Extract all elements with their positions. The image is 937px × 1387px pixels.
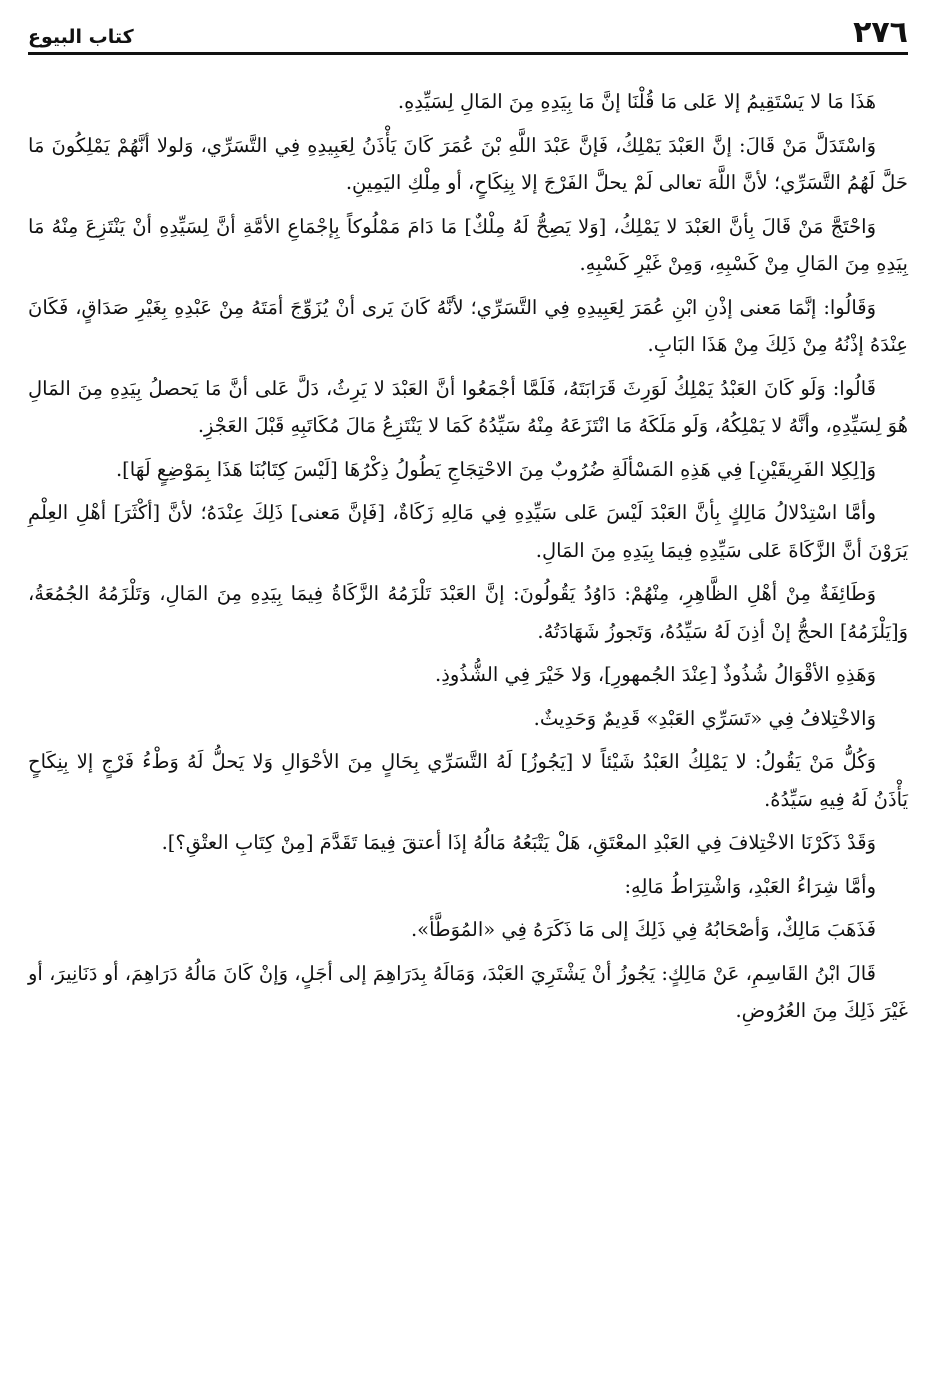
- document-page: [28, 14, 908, 1036]
- book-title: كتاب البيوع: [28, 26, 134, 48]
- paragraph: هَذَا مَا لا يَسْتَقِيمُ إلا عَلى مَا قُلْنَا إنَّ مَا بِيَدِهِ مِنَ المَالِ لِسَيِّدِهِ.: [397, 90, 876, 113]
- body-text: [28, 83, 908, 1030]
- paragraph: وأمَّا اسْتِدْلالُ مَالِكٍ بِأنَّ العَبْدَ لَيْسَ عَلى سَيِّدِهِ فِي مَالِهِ زَكَاةٌ، [فَإنَّ مَعنى] ذَلِكَ عِنْدَهُ؛ لأنَّ [أكْثَرَ] أهْلِ العِلْمِ يَرَوْنَ أنَّ الزَّكَاةَ عَلى سَيِّدِهِ فِيمَا بِيَدِهِ مِنَ المَالِ.: [28, 501, 908, 562]
- paragraph: وَاحْتَجَّ مَنْ قَالَ بِأنَّ العَبْدَ لا يَمْلِكُ، [وَلا يَصِحُّ لَهُ مِلْكٌ] مَا دَامَ مَمْلُوكاً بِإجْمَاعِ الأمَّةِ أنَّ لِسَيِّدِهِ أنْ يَنْتَزِعَ مِنْهُ مَا بِيَدِهِ مِنَ المَالِ مِنْ كَسْبِهِ، وَمِنْ غَيْرِ كَسْبِهِ.: [28, 214, 908, 275]
- page-number: ٢٧٦: [853, 15, 908, 50]
- running-header: [28, 14, 908, 55]
- paragraph: فَذَهَبَ مَالِكٌ، وَأصْحَابُهُ فِي ذَلِكَ إلى مَا ذَكَرَهُ فِي «المُوَطَّأ».: [410, 918, 876, 941]
- paragraph: قَالُوا: وَلَو كَانَ العَبْدُ يَمْلِكُ لَوَرِثَ قَرَابَتَهُ، فَلَمَّا أجْمَعُوا أنَّ العَبْدَ لا يَرِثُ، دَلَّ عَلى أنَّ مَا يَحصلُ بِيَدِهِ مِنَ المَالِ هُوَ لِسَيِّدِهِ، وأنَّهُ لا يَمْلِكُهُ، وَلَو مَلَكَهُ مَا انْتَزَعَهُ مِنْهُ سَيِّدُهُ كَمَا لا يَنْتَزِعُ مَالَ مُكَاتَبِهِ قَبْلَ العَجْزِ.: [28, 376, 908, 437]
- paragraph: وَاسْتَدَلَّ مَنْ قَالَ: إنَّ العَبْدَ يَمْلِكُ، فَإنَّ عَبْدَ اللَّهِ بْنَ عُمَرَ كَانَ يَأْذَنُ لِعَبِيدِهِ فِي التَّسَرِّي، وَلولا أنَّهُمْ يَمْلِكُونَ مَا حَلَّ لَهُمُ التَّسَرِّي؛ لأنَّ اللَّهَ تعالى لَمْ يحلَّ الفَرْجَ إلا بِنِكَاحٍ، أو مِلْكِ اليَمِينِ.: [28, 133, 908, 194]
- paragraph: وَطَائِفَةٌ مِنْ أهْلِ الظَّاهِرِ، مِنْهُمْ: دَاوُدُ يَقُولُونَ: إنَّ العَبْدَ تَلْزَمُهُ الزَّكَاةُ فِيمَا بِيَدِهِ مِنَ المَالِ، وَتَلْزَمُهُ الجُمُعَةُ، وَ[يَلْزَمُهُ] الحجُّ إنْ أذِنَ لَهُ سَيِّدُهُ، وَتَجوزُ شَهَادَتُهُ.: [28, 582, 908, 643]
- paragraph: وَهَذِهِ الأقْوَالُ شُذُوذٌ [عِنْدَ الجُمهورِ]، وَلا خَيْرَ فِي الشُّذُوذِ.: [435, 663, 876, 686]
- paragraph: قَالَ ابْنُ القَاسِمِ، عَنْ مَالِكٍ: يَجُوزُ أنْ يَشْتَرِيَ العَبْدَ، وَمَالَهُ بِدَرَاهِمَ إلى أجَلٍ، وَإنْ كَانَ مَالُهُ دَرَاهِمَ، أو دَنَانِيرَ، أو غَيْرَ ذَلِكَ مِنَ العُرُوضِ.: [28, 961, 908, 1022]
- paragraph: وَكُلُّ مَنْ يَقُولُ: لا يَمْلِكُ العَبْدُ شَيْئاً لا [يَجُوزُ] لَهُ التَّسَرِّي بِحَالٍ مِنَ الأحْوَالِ وَلا يَحلُّ لَهُ وَطْءُ فَرْجٍ إلا بِنِكَاحٍ يَأْذَنُ لَهُ فِيهِ سَيِّدُهُ.: [28, 750, 908, 811]
- paragraph: وأمَّا شِرَاءُ العَبْدِ، وَاشْتِرَاطُ مَالِهِ:: [624, 874, 876, 898]
- paragraph: وَقَدْ ذَكَرْنَا الاخْتِلافَ فِي العَبْدِ المعْتَقِ، هَلْ يَتْبَعُهُ مَالُهُ إذَا أعتقَ فِيمَا تَقَدَّمَ [مِنْ كِتَابِ العتْقِ؟].: [161, 831, 876, 854]
- paragraph: وَقَالُوا: إنَّمَا مَعنى إذْنِ ابْنِ عُمَرَ لِعَبِيدِهِ فِي التَّسَرِّي؛ لأنَّهُ كَانَ يَرى أنْ يُزَوِّجَ أمَتَهُ مِنْ عَبْدِهِ بِغَيْرِ صَدَاقٍ، فَكَانَ عِنْدَهُ إذْنُهُ مِنْ ذَلِكَ مِنْ هَذَا البَابِ.: [28, 295, 908, 356]
- paragraph: وَالاخْتِلافُ فِي «تَسَرِّي العَبْدِ» قَدِيمٌ وَحَدِيثٌ.: [533, 706, 876, 730]
- paragraph: وَ[لِكِلا الفَرِيقَيْنِ] فِي هَذِهِ المَسْألَةِ ضُرُوبٌ مِنَ الاحْتِجَاجِ يَطُولُ ذِكْرُهَا [لَيْسَ كِتَابُنَا هَذَا بِمَوْضِعٍ لَهَا].: [115, 457, 876, 481]
